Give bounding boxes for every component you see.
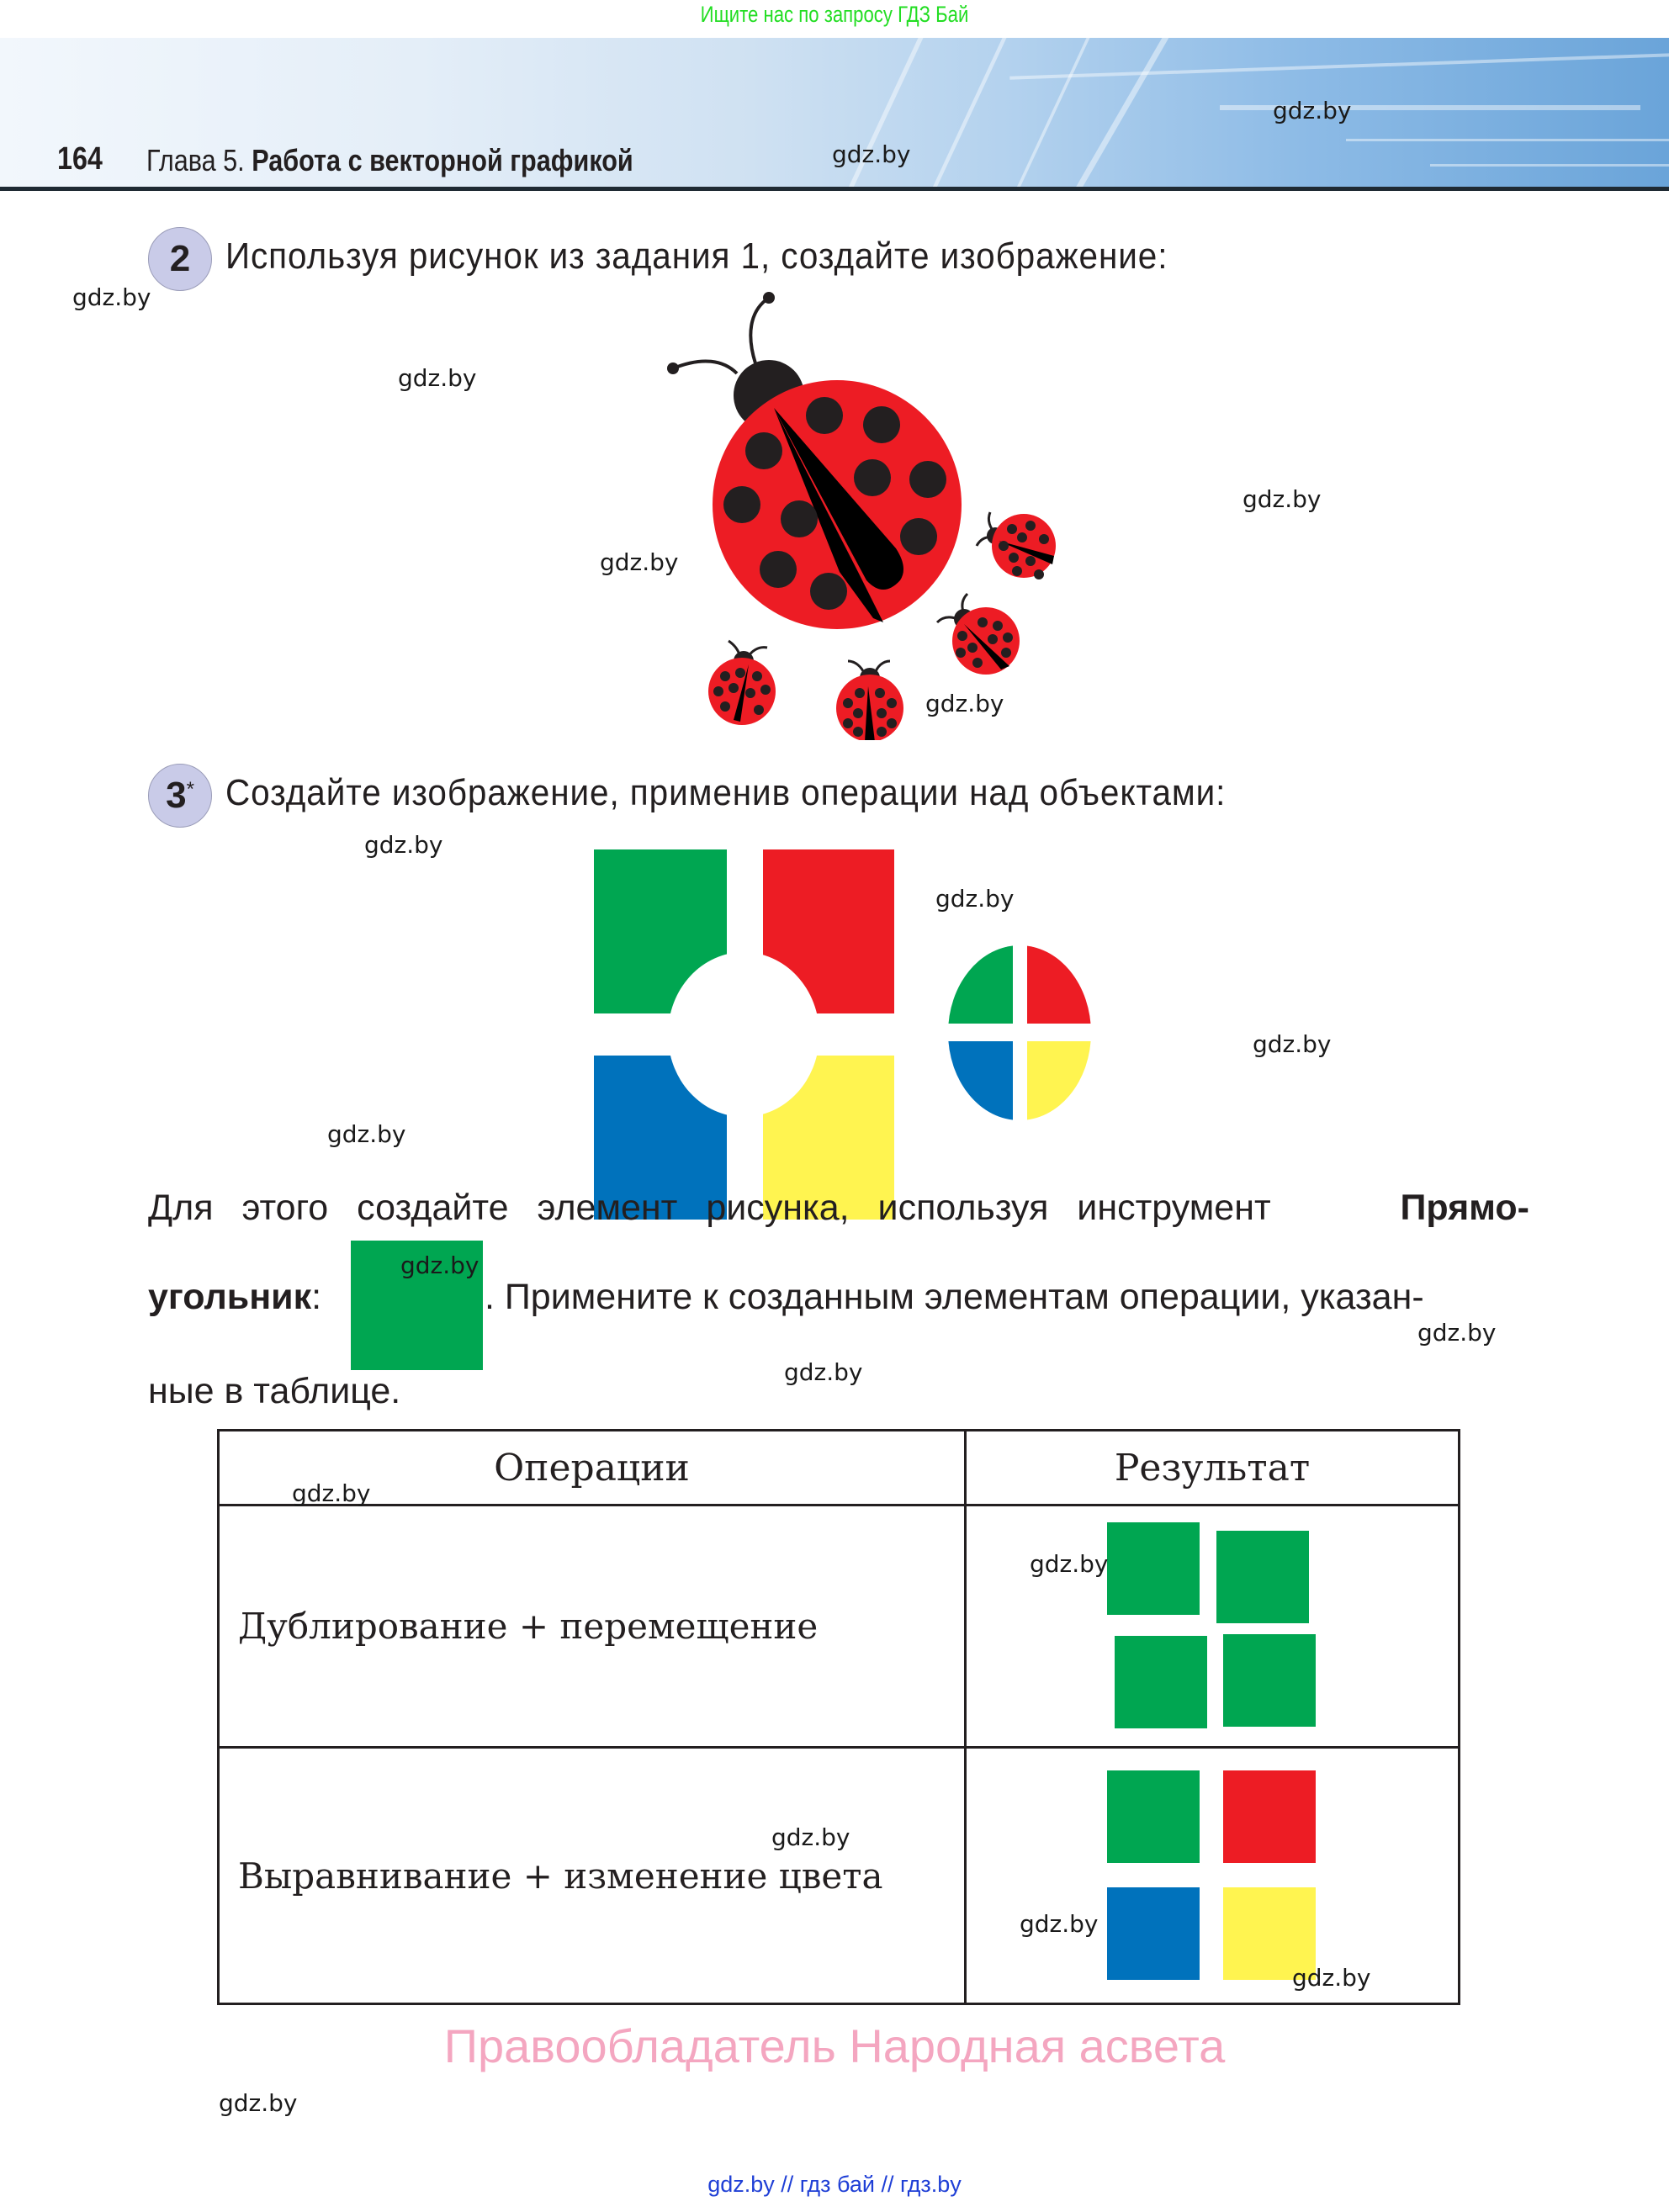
watermark: gdz.by bbox=[925, 690, 1004, 717]
page-number: 164 bbox=[57, 141, 103, 177]
small-ladybug-icon bbox=[836, 661, 903, 740]
watermark: gdz.by bbox=[1020, 1910, 1099, 1938]
instruction-text: Для этого создайте элемент рисунка, используя инструмент bbox=[148, 1188, 1271, 1228]
small-ladybug-icon bbox=[977, 512, 1056, 579]
squares-with-circle-cutout bbox=[589, 841, 900, 1228]
watermark: gdz.by bbox=[600, 548, 679, 576]
watermark: gdz.by bbox=[400, 1252, 480, 1279]
rights-holder-text: Правообладатель Народная асвета bbox=[443, 2019, 1226, 2072]
ladybugs-illustration bbox=[656, 286, 1094, 740]
green-square-2 bbox=[1216, 1531, 1309, 1623]
green-square-1 bbox=[1107, 1522, 1200, 1615]
header-operations: Операции bbox=[219, 1431, 966, 1506]
table-header-row bbox=[219, 1431, 1460, 1506]
watermark: gdz.by bbox=[1030, 1550, 1109, 1578]
instruction-line-2-start bbox=[148, 1277, 321, 1318]
instruction-line-2-end: . Примените к созданным элементам операции, указан- bbox=[485, 1277, 1424, 1317]
watermark: gdz.by bbox=[398, 364, 477, 392]
header-result: Результат bbox=[966, 1431, 1460, 1506]
watermark: gdz.by bbox=[1253, 1030, 1332, 1058]
task-3-text: Создайте изображение, применив операции над объектами: bbox=[225, 772, 1227, 813]
watermark: gdz.by bbox=[72, 283, 151, 311]
watermark: gdz.by bbox=[292, 1479, 371, 1507]
blue-square bbox=[1107, 1887, 1200, 1980]
chapter-prefix: Глава 5. bbox=[146, 143, 245, 177]
green-square-3 bbox=[1115, 1636, 1207, 1728]
task-number: 3 bbox=[166, 775, 187, 816]
watermark: gdz.by bbox=[784, 1358, 863, 1386]
watermark: gdz.by bbox=[219, 2089, 298, 2117]
watermark: gdz.by bbox=[1273, 97, 1352, 124]
watermark: gdz.by bbox=[1417, 1319, 1497, 1347]
watermark: gdz.by bbox=[832, 140, 911, 168]
watermark: gdz.by bbox=[771, 1823, 850, 1851]
task-star-mark: * bbox=[186, 778, 194, 801]
task-number-badge bbox=[148, 227, 212, 291]
result-cell bbox=[966, 1506, 1460, 1748]
instruction-line-3: ные в таблице. bbox=[148, 1371, 401, 1411]
watermark: gdz.by bbox=[1292, 1964, 1371, 1992]
footer-links[interactable]: gdz.by // гдз бай // гдз.by bbox=[707, 2172, 962, 2197]
instruction-line-1 bbox=[148, 1188, 1529, 1229]
top-search-banner-text: Ищите нас по запросу ГДЗ Бай bbox=[700, 2, 969, 27]
task-number: 2 bbox=[169, 238, 191, 279]
operation-cell: Выравнивание + изменение цвета bbox=[219, 1748, 966, 2004]
watermark: gdz.by bbox=[327, 1120, 406, 1148]
circle-quadrants-result bbox=[942, 942, 1098, 1127]
watermark: gdz.by bbox=[364, 831, 443, 859]
result-cell bbox=[966, 1748, 1460, 2004]
small-ladybug-icon bbox=[937, 594, 1020, 675]
red-square bbox=[1223, 1770, 1316, 1863]
operation-cell: Дублирование + перемещение bbox=[219, 1506, 966, 1748]
big-ladybug-icon bbox=[667, 292, 962, 629]
header-rule bbox=[0, 187, 1669, 191]
chapter-title bbox=[146, 143, 633, 178]
watermark: gdz.by bbox=[935, 885, 1015, 913]
chapter-name: Работа с векторной графикой bbox=[252, 143, 633, 177]
watermark: gdz.by bbox=[1242, 485, 1322, 513]
task-number-badge bbox=[148, 764, 212, 828]
small-ladybug-icon bbox=[708, 641, 776, 725]
task-2-text: Используя рисунок из задания 1, создайте изображение: bbox=[225, 235, 1168, 277]
tool-name-bold: Прямо- bbox=[1400, 1188, 1529, 1228]
tool-name-bold: угольник bbox=[148, 1277, 312, 1317]
green-square bbox=[1107, 1770, 1200, 1863]
green-square-4 bbox=[1223, 1634, 1316, 1727]
colon: : bbox=[311, 1277, 322, 1317]
